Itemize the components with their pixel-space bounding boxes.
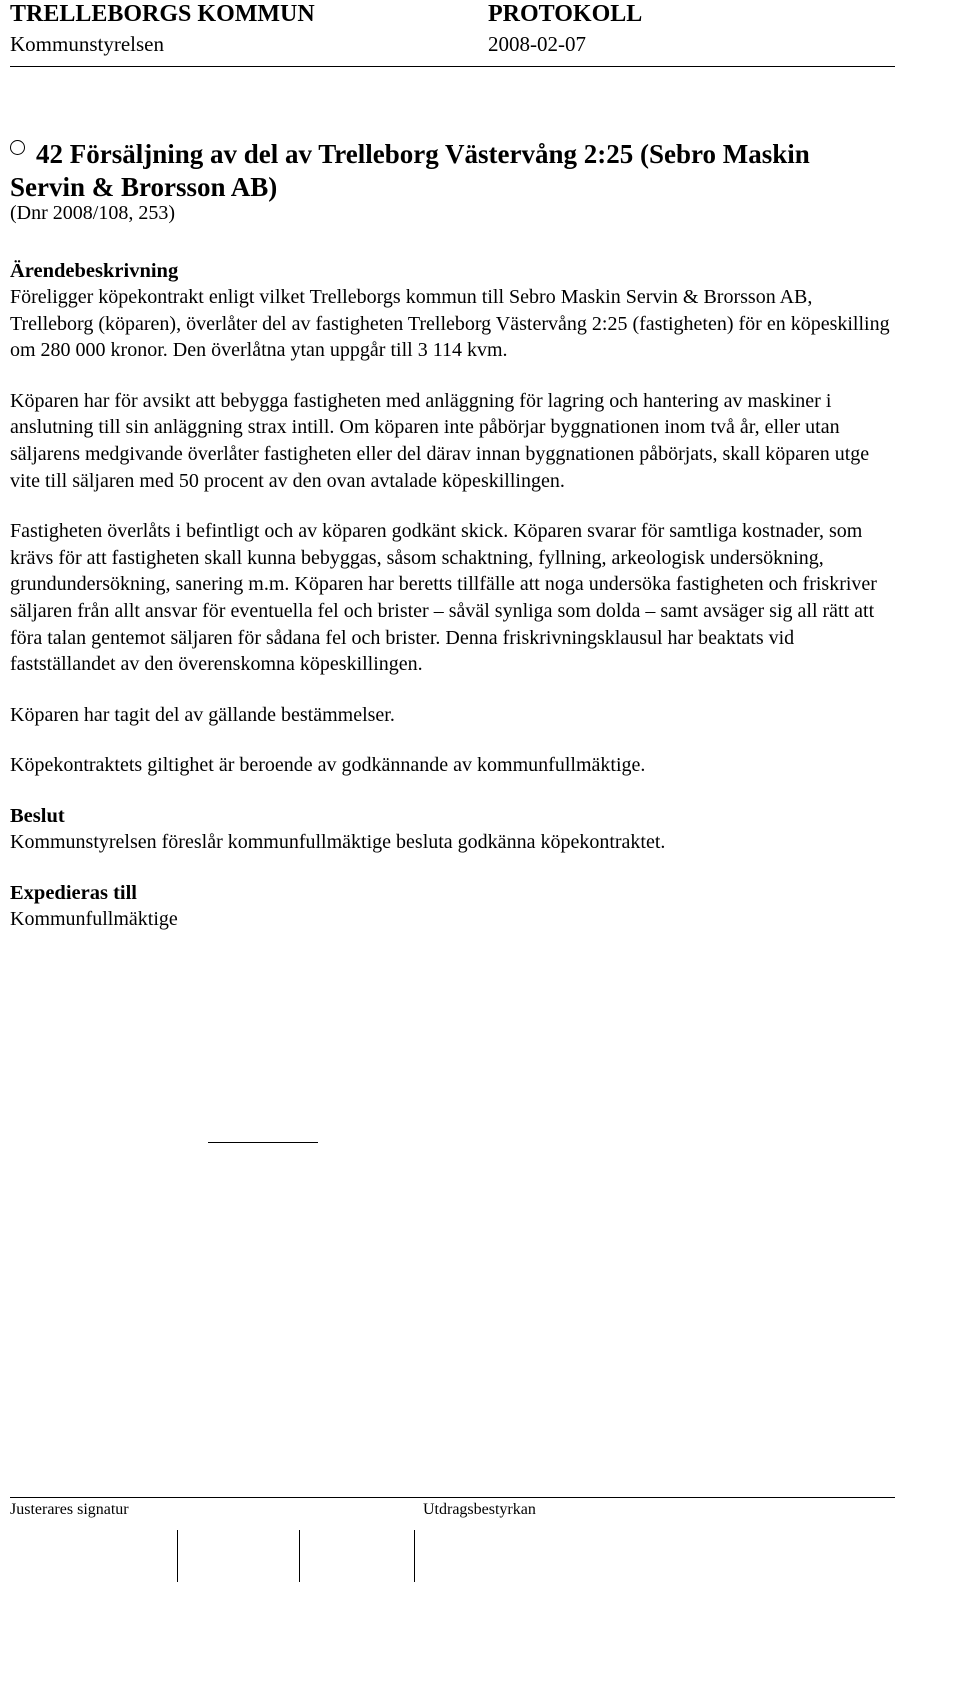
item-title xyxy=(10,138,886,204)
header-divider xyxy=(10,66,895,67)
item-title-line2: Servin & Brorsson AB) xyxy=(10,172,278,202)
signature-box-divider xyxy=(299,1530,300,1582)
description-paragraph-1: Föreligger köpekontrakt enligt vilket Trelleborgs kommun till Sebro Maskin Servin & Brorsson AB, Trelleborg (köparen), överlåter del av fastigheten Trelleborg Västervång 2:25 (fastigheten) för en köpeskilling om 280 000 kronor. Den överlåtna ytan uppgår till 3 114 kvm. xyxy=(10,286,890,362)
committee-name: Kommunstyrelsen xyxy=(10,32,164,56)
doc-type: PROTOKOLL xyxy=(488,1,643,27)
item-title-line1: 42 Försäljning av del av Trelleborg Västervång 2:25 (Sebro Maskin xyxy=(36,139,810,169)
closing-rule xyxy=(208,1142,318,1143)
footer-divider xyxy=(10,1497,895,1498)
description-paragraph-2: Köparen har för avsikt att bebygga fastigheten med anläggning för lagring och hantering av maskiner i anslutning till sin anläggning strax intill. Om köparen inte påbörjar byggnationen inom två år, eller utan säljarens medgivande överlåter fastigheten eller del därav innan byggnationen påbörjats, skall köparen utge vite till säljaren med 50 procent av den ovan avtalade köpeskillingen. xyxy=(10,389,870,492)
signature-label: Justerares signatur xyxy=(10,1501,129,1518)
description-paragraph-5: Köpekontraktets giltighet är beroende av godkännande av kommunfullmäktige. xyxy=(10,754,646,777)
signature-box-divider xyxy=(414,1530,415,1582)
org-name: TRELLEBORGS KOMMUN xyxy=(10,1,315,27)
item-content xyxy=(10,258,890,932)
meeting-date: 2008-02-07 xyxy=(488,32,586,56)
item-bullet-icon xyxy=(10,140,25,155)
description-paragraph-3: Fastigheten överlåts i befintligt och av köparen godkänt skick. Köparen svarar för samtliga kostnader, som krävs för att fastigheten skall kunna bebyggas, såsom schaktning, fyllning, arkeologisk undersökning, grundundersökning, sanering m.m. Köparen har beretts tillfälle att noga undersöka fastigheten och friskriver säljaren från allt ansvar för eventuella fel och brister – såväl synliga som dolda – samt avsäger sig all rätt att föra talan gentemot säljaren för sådana fel och brister. Denna friskrivningsklausul har beaktats vid fastställandet av den överenskomna köpeskillingen. xyxy=(10,520,877,676)
decision-text: Kommunstyrelsen föreslår kommunfullmäktige besluta godkänna köpekontraktet. xyxy=(10,830,666,853)
extract-label: Utdragsbestyrkan xyxy=(423,1501,536,1518)
dispatch-heading: Expedieras till xyxy=(10,881,137,904)
description-paragraph-4: Köparen har tagit del av gällande bestämmelser. xyxy=(10,703,395,726)
item-dnr: (Dnr 2008/108, 253) xyxy=(10,202,175,224)
dispatch-recipient: Kommunfullmäktige xyxy=(10,907,178,930)
description-heading: Ärendebeskrivning xyxy=(10,260,179,282)
decision-heading: Beslut xyxy=(10,804,65,827)
signature-box-divider xyxy=(177,1530,178,1582)
